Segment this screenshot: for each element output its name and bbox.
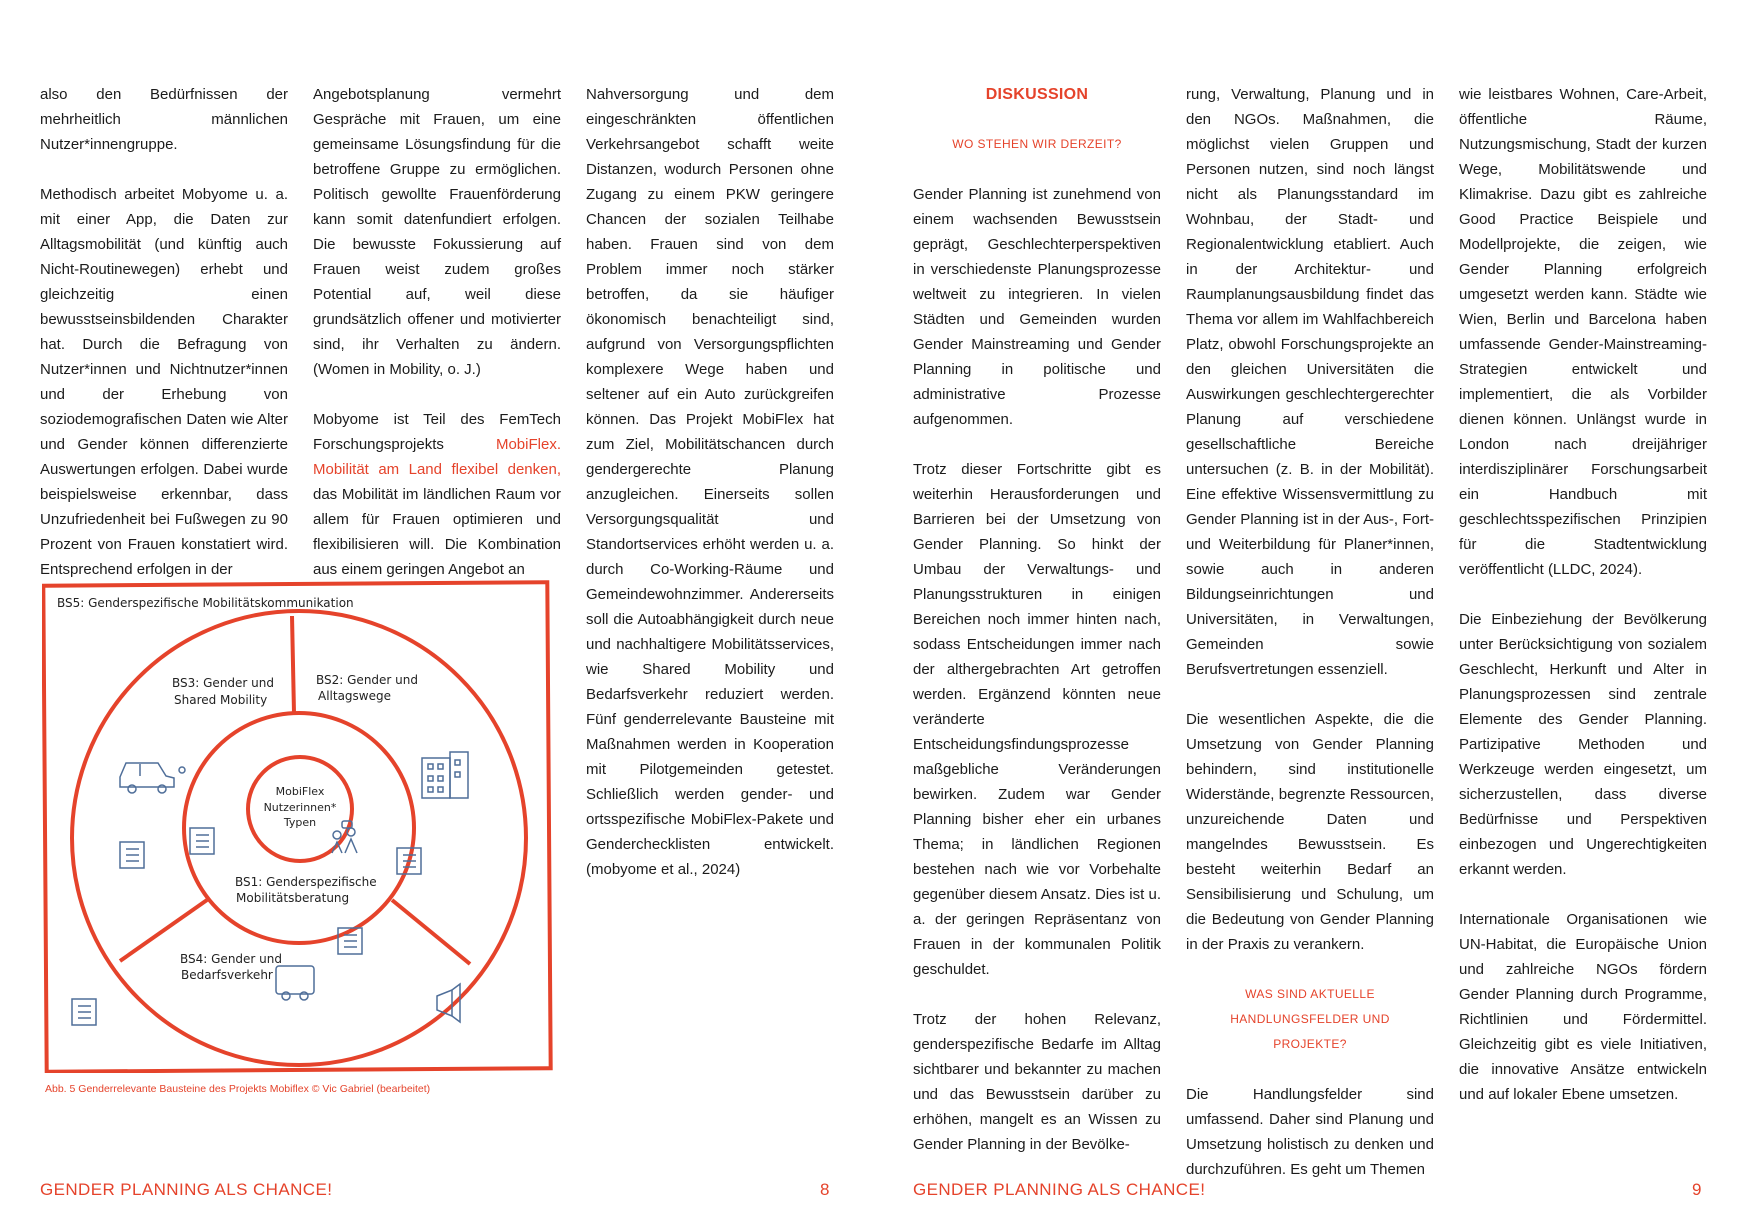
center-label-3: Typen bbox=[283, 816, 317, 829]
bs3-label: BS3: Gender und bbox=[172, 676, 274, 690]
paragraph: Trotz dieser Fortschritte gibt es weiterhin Herausforderungen und Barrieren bei der Umsetzung von Gender Planning. So hinkt der Umbau der Verwaltungs- und Planungsstrukturen in einigen Bereichen noch immer hinten nach, sodass Entscheidungen immer nach der althergebrachten Art getroffen werden. Ergänzend könnten neue veränderte Entscheidungsfindungsprozesse maßgebliche Veränderungen bewirken. Zudem war Gender Planning bisher eher ein urbanes Thema; in ländlichen Regionen bestehen nach wie vor Vorbehalte gegenüber diesem Ansatz. Dies ist u. a. der geringen Repräsentanz von Frauen in der kommunalen Politik geschuldet. bbox=[913, 461, 1161, 978]
paragraph: Methodisch arbeitet Mobyome u. a. mit einer App, die Daten zur Alltagsmobilität (und künftig auch Nicht-Routinewegen) erhebt und gleichzeitig einen bewusstseinsbildenden Charakter hat. Durch die Befragung von Nutzer*innen und Nichtnutzer*innen und der Erhebung von soziodemografischen Daten wie Alter und Gender können differenzierte Auswertungen erfolgen. Dabei wurde beispielsweise erkennbar, dass Unzufriedenheit bei Fußwegen zu 90 Prozent von Frauen konstatiert wird. Entsprechend erfolgen in der bbox=[40, 186, 288, 578]
bs4-label-2: Bedarfsverkehr bbox=[181, 968, 273, 982]
section-subheading: WAS SIND AKTUELLE HANDLUNGSFELDER UND PROJEKTE? bbox=[1230, 987, 1390, 1051]
building-icon bbox=[422, 752, 468, 798]
mobiflex-diagram bbox=[42, 580, 553, 1073]
bs1-label-2: Mobilitätsberatung bbox=[236, 891, 350, 905]
paragraph: wie leistbares Wohnen, Care-Arbeit, öffentliche Räume, Nutzungsmischung, Stadt der kurzen Wege, Mobilitätswende und Klimakrise. Dazu gibt es zahlreiche Good Practice Beispiele und Modellprojekte, die zeigen, wie Gender Planning erfolgreich umgesetzt werden kann. Städte wie Wien, Berlin und Barcelona haben umfassende Gender-Mainstreaming-Strategien entwickelt und implementiert, die als Vorbilder dienen können. Unlängst wurde in London nach dreijähriger interdisziplinärer Forschungsarbeit ein Handbuch mit geschlechtsspezifischen Prinzipien für die Stadtentwicklung veröffentlicht (LLDC, 2024). bbox=[1459, 86, 1707, 578]
right-column-3 bbox=[1459, 82, 1707, 1132]
paragraph: Internationale Organisationen wie UN-Habitat, die Europäische Union und zahlreiche NGOs fördern Gender Planning durch Programme, Richtlinien und Fördermittel. Gleichzeitig gibt es viele Initiativen, die innovative Ansätze entwickeln und auf lokaler Ebene umsetzen. bbox=[1459, 911, 1707, 1103]
bs2-label: BS2: Gender und bbox=[316, 673, 418, 687]
divider-right bbox=[392, 900, 470, 964]
checklist-icon bbox=[397, 848, 421, 874]
paragraph: Nahversorgung und dem eingeschränkten öffentlichen Verkehrsangebot schafft weite Distanzen, wodurch Personen ohne Zugang zu einem PKW geringere Chancen der sozialen Teilhabe haben. Frauen sind von dem Problem immer noch stärker betroffen, da sie häufiger ökonomisch benachteiligt sind, aufgrund von Versorgungspflichten komplexere Wege haben und seltener auf ein Auto zurückgreifen können. Das Projekt MobiFlex hat zum Ziel, Mobilitätschancen durch gendergerechte Planung anzugleichen. Einerseits sollen Versorgungsqualität und Standortservices erhöht werden u. a. durch Co-Working-Räume und Gemeindewohnzimmer. Andererseits soll die Autoabhängigkeit durch neue und nachhaltigere Mobilitätsservices, wie Shared Mobility und Bedarfsverkehr reduziert werden. Fünf genderrelevante Bausteine mit Maßnahmen werden in Kooperation mit Pilotgemeinden getestet. Schließlich werden gender- und ortsspezifische MobiFlex-Pakete und Genderchecklisten entwickelt. (mobyome et al., 2024) bbox=[586, 86, 834, 878]
checklist-icon bbox=[72, 999, 96, 1025]
page-number-right: 9 bbox=[1692, 1180, 1702, 1199]
paragraph: Die Handlungsfelder sind umfassend. Daher sind Planung und Umsetzung holistisch zu denken und durchzuführen. Es geht um Themen bbox=[1186, 1086, 1434, 1178]
paragraph: Die Einbeziehung der Bevölkerung unter Berücksichtigung von sozialem Geschlecht, Herkunft und Alter in Planungsprozessen sind zentrale Elemente des Gender Planning. Partizipative Methoden und Werkzeuge werden eingesetzt, um sicherzustellen, dass diverse Bedürfnisse und Perspektiven einbezogen und Ungerechtigkeiten erkannt werden. bbox=[1459, 611, 1707, 878]
footer-title-right: GENDER PLANNING ALS CHANCE! bbox=[913, 1180, 1206, 1199]
left-column-2 bbox=[313, 82, 561, 607]
left-column-1 bbox=[40, 82, 288, 607]
project-link[interactable]: MobiFlex. Mobilität am Land flexibel denken, bbox=[313, 436, 561, 478]
bs4-label: BS4: Gender und bbox=[180, 952, 282, 966]
checklist-icon bbox=[190, 828, 214, 854]
figure-caption: Abb. 5 Genderrelevante Bausteine des Projekts Mobiflex © Vic Gabriel (bearbeitet) bbox=[45, 1083, 431, 1095]
right-column-1 bbox=[913, 82, 1161, 1182]
center-label-2: Nutzerinnen* bbox=[263, 801, 337, 814]
left-column-3 bbox=[586, 82, 834, 907]
checklist-icon bbox=[120, 842, 144, 868]
paragraph: Die wesentlichen Aspekte, die die Umsetzung von Gender Planning behindern, sind institutionelle Widerstände, begrenzte Ressourcen, unzureichende Daten und mangelndes Bewusstsein. Es besteht weiterhin Bedarf an Sensibilisierung und Schulung, um die Bedeutung von Gender Planning in der Praxis zu verankern. bbox=[1186, 711, 1434, 953]
bs3-label-2: Shared Mobility bbox=[174, 693, 268, 707]
section-heading: DISKUSSION bbox=[985, 86, 1089, 103]
paragraph: Mobyome ist Teil des FemTech Forschungsprojekts MobiFlex. Mobilität am Land flexibel denken, das Mobilität im ländlichen Raum vor allem für Frauen optimieren und flexibilisieren will. Die Kombination aus einem geringen Angebot an bbox=[313, 411, 561, 578]
paragraph: Trotz der hohen Relevanz, genderspezifische Bedarfe im Alltag sichtbarer und bekannter zu machen und das Bewusstsein darüber zu erhöhen, mangelt es an Wissen zu Gender Planning in der Bevölke- bbox=[913, 1011, 1161, 1153]
paragraph: Angebotsplanung vermehrt Gespräche mit Frauen, um eine gemeinsame Lösungsfindung für die betroffene Gruppe zu ermöglichen. Politisch gewollte Frauenförderung kann somit datenfundiert erfolgen. Die bewusste Fokussierung auf Frauen weist zudem großes Potential auf, weil diese grundsätzlich offener und motivierter sind, ihr Verhalten zu ändern. (Women in Mobility, o. J.) bbox=[313, 86, 561, 378]
page-number-left: 8 bbox=[820, 1180, 830, 1199]
footer-title-left: GENDER PLANNING ALS CHANCE! bbox=[40, 1180, 333, 1199]
section-subheading: WO STEHEN WIR DERZEIT? bbox=[952, 137, 1122, 151]
center-label-1: MobiFlex bbox=[275, 785, 325, 798]
paragraph: Gender Planning ist zunehmend von einem wachsenden Bewusstsein geprägt, Geschlechterperspektiven in verschiedenste Planungsprozesse weltweit zu integrieren. In vielen Städten und Gemeinden wurden Gender Mainstreaming und Gender Planning in politische und administrative Prozesse aufgenommen. bbox=[913, 186, 1161, 428]
outer-ring bbox=[72, 611, 526, 1065]
car-icon bbox=[120, 763, 185, 793]
bs5-label: BS5: Genderspezifische Mobilitätskommunikation bbox=[57, 596, 354, 610]
bs1-label: BS1: Genderspezifische bbox=[235, 875, 377, 889]
right-column-2 bbox=[1186, 82, 1434, 1207]
bs2-label-2: Alltagswege bbox=[318, 689, 392, 703]
divider-top bbox=[292, 616, 294, 713]
bus-icon bbox=[276, 966, 314, 1000]
paragraph: rung, Verwaltung, Planung und in den NGOs. Maßnahmen, die möglichst vielen Gruppen und Personen nutzen, sind noch längst nicht als Planungsstandard im Wohnbau, der Stadt- und Regionalentwicklung etabliert. Auch in der Architektur- und Raumplanungsausbildung findet das Thema vor allem im Wahlfachbereich Platz, obwohl Forschungsprojekte an den gleichen Universitäten die Auswirkungen geschlechtergerechter Planung auf verschiedene gesellschaftliche Bereiche untersuchen (z. B. in der Mobilität). Eine effektive Wissensvermittlung zu Gender Planning ist in der Aus-, Fort- und Weiterbildung für Planer*innen, sowie auch in anderen Bildungseinrichtungen und Universitäten, in Verwaltungen, Gemeinden sowie Berufsvertretungen essenziell. bbox=[1186, 86, 1434, 678]
paragraph: also den Bedürfnissen der mehrheitlich männlichen Nutzer*innengruppe. bbox=[40, 86, 288, 153]
